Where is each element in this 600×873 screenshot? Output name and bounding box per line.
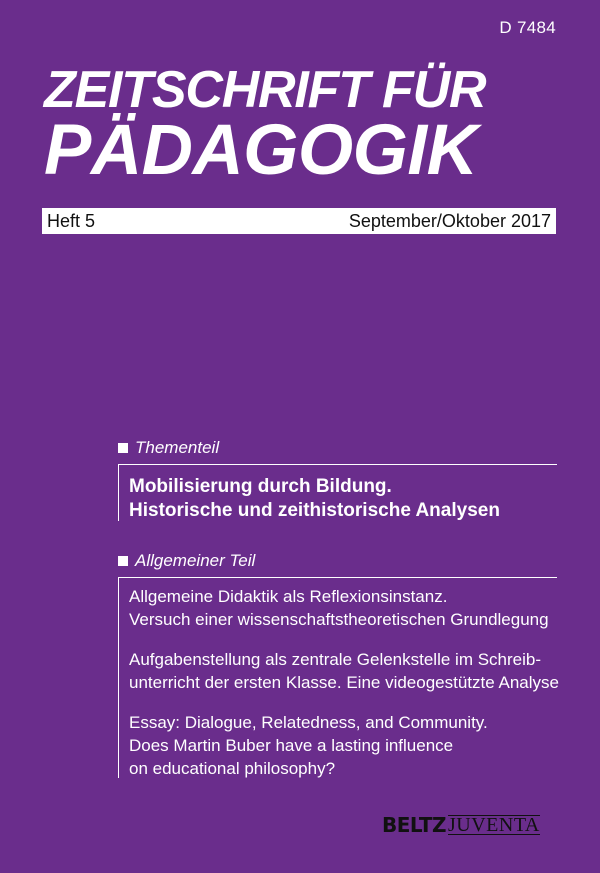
- square-bullet-icon: [118, 443, 128, 453]
- article-line: unterricht der ersten Klasse. Eine videogestützte Analyse: [129, 673, 559, 692]
- publisher-name-1: BELTZ: [382, 813, 446, 837]
- article-line: Does Martin Buber have a lasting influence: [129, 736, 454, 755]
- article-3: [129, 711, 559, 780]
- publisher-logo: [382, 813, 540, 837]
- issue-number: Heft 5: [47, 210, 96, 231]
- journal-code: D 7484: [499, 18, 556, 37]
- publisher-name-2: JUVENTA: [447, 814, 540, 836]
- article-1: [129, 585, 559, 631]
- title-line-1: ZEITSCHRIFT FÜR: [44, 61, 486, 119]
- thementeil-title-line-1: Mobilisierung durch Bildung.: [129, 476, 392, 497]
- section-label-allgemein: [118, 551, 255, 571]
- issue-bar: [42, 208, 556, 234]
- journal-title: [44, 61, 564, 191]
- article-line: Aufgabenstellung als zentrale Gelenkstelle im Schreib-: [129, 650, 542, 669]
- allgemein-label: Allgemeiner Teil: [135, 551, 256, 570]
- article-line: Allgemeine Didaktik als Reflexionsinstanz.: [129, 587, 448, 606]
- section-label-thementeil: [118, 438, 219, 458]
- article-line: Essay: Dialogue, Relatedness, and Community.: [129, 713, 488, 732]
- article-line: Versuch einer wissenschaftstheoretischen Grundlegung: [129, 610, 549, 629]
- thementeil-title-line-2: Historische und zeithistorische Analysen: [129, 500, 500, 521]
- title-line-2: PÄDAGOGIK: [44, 111, 478, 191]
- article-2: [129, 648, 559, 694]
- article-line: on educational philosophy?: [129, 759, 336, 778]
- thementeil-title: [129, 475, 500, 523]
- issue-date: September/Oktober 2017: [348, 210, 551, 231]
- square-bullet-icon: [118, 556, 128, 566]
- thementeil-label: Thementeil: [135, 438, 220, 457]
